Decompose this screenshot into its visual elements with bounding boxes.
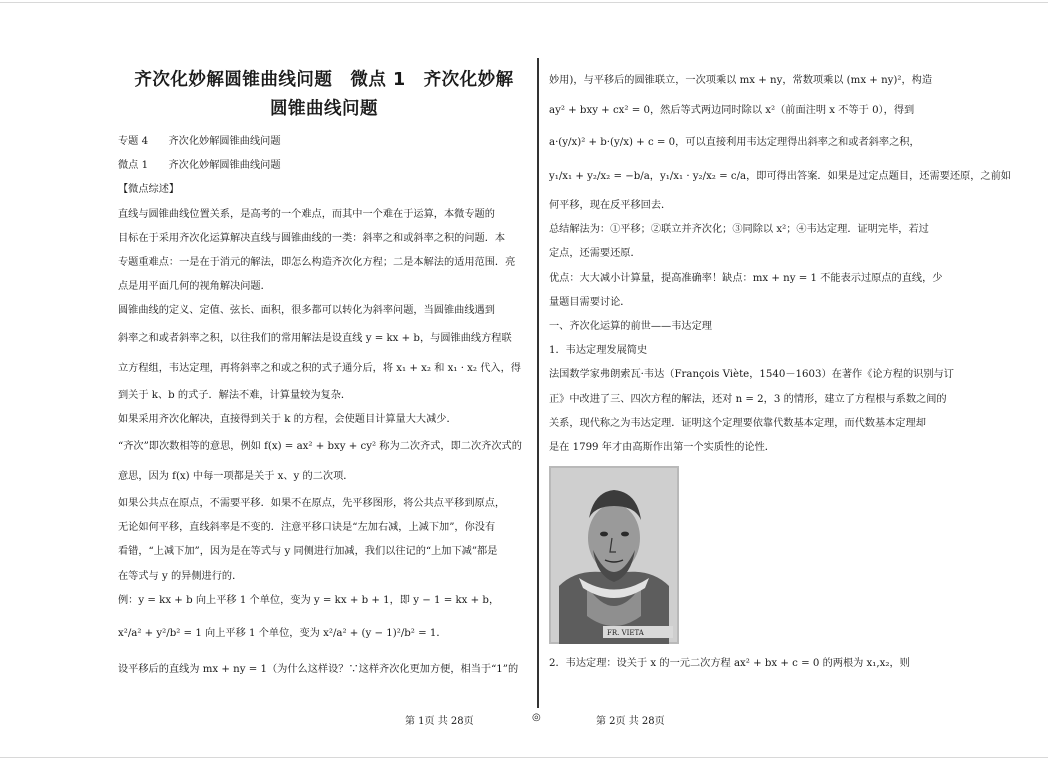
left-page: [118, 66, 530, 685]
paragraph-line: 法国数学家弗朗索瓦·韦达（François Viète，1540－1603）在著作《论方程的识别与订: [549, 369, 954, 381]
portrait-caption: FR. VIETA: [607, 629, 644, 638]
paragraph-line: 如果公共点在原点，不需要平移．如果不在原点，先平移图形，将公共点平移到原点，: [118, 498, 506, 510]
document-title: [118, 66, 530, 124]
paragraph-line: 总结解法为：①平移；②联立并齐次化；③同除以 x²；④韦达定理．证明完毕，若过: [549, 224, 929, 236]
bottom-rule: [0, 757, 1048, 758]
paragraph-line: “齐次”即次数相等的意思，例如 f(x) = ax² + bxy + cy² 称为二次齐式，即二次齐次式的: [118, 441, 522, 453]
page-number-right: 第 2页 共 28页: [596, 716, 665, 727]
title-line-1: 齐次化妙解圆锥曲线问题 微点 1 齐次化妙解: [134, 70, 514, 90]
paragraph-line: 何平移，现在反平移回去．: [549, 200, 672, 211]
paragraph-line: 关系，现代称之为韦达定理．证明这个定理要依靠代数基本定理，而代数基本定理却: [549, 417, 926, 429]
section-heading: 【微点综述】: [118, 184, 180, 196]
paragraph-line: 意思，因为 f(x) 中每一项都是关于 x、y 的二次项．: [118, 471, 354, 483]
top-rule: [0, 2, 1048, 3]
paragraph-line: ay² + bxy + cx² = 0，然后等式两边同时除以 x²（前面注明 x 不等于 0），得到: [549, 105, 915, 116]
paragraph-line: 立方程组，韦达定理，再将斜率之和或之积的式子通分后，将 x₁ + x₂ 和 x₁ · x₂ 代入，得: [118, 362, 521, 374]
paragraph-line: 点是用平面几何的视角解决问题．: [118, 281, 271, 293]
viete-portrait-image: [549, 466, 679, 644]
paragraph-line: 斜率之和或者斜率之积，以往我们的常用解法是设直线 y = kx + b，与圆锥曲线方程联: [118, 332, 512, 344]
example-line: 例：y = kx + b 向上平移 1 个单位，变为 y = kx + b + 1，即 y − 1 = kx + b，: [118, 594, 500, 606]
paragraph-line: 圆锥曲线的定义、定值、弦长、面积，很多都可以转化为斜率问题，当圆锥曲线遇到: [118, 305, 495, 317]
subsection-heading: 1．韦达定理发展简史: [549, 345, 648, 357]
paragraph-line: 在等式与 y 的异侧进行的．: [118, 570, 243, 582]
paragraph-line: 量题目需要讨论．: [549, 296, 631, 308]
paragraph-line: 专题重难点：一是在于消元的解法，即怎么构造齐次化方程；二是本解法的适用范围．亮: [118, 257, 516, 269]
formula-line: a·(y/x)² + b·(y/x) + c = 0，可以直接利用韦达定理得出斜率之和或者斜率之积，: [549, 137, 920, 148]
title-line-2: 圆锥曲线问题: [270, 99, 378, 119]
page-separator-icon: ◎: [532, 712, 541, 723]
paragraph-line: 妙用)，与平移后的圆锥联立，一次项乘以 mx + ny，常数项乘以 (mx + ny)²，构造: [549, 75, 933, 86]
paragraph-line: 设平移后的直线为 mx + ny = 1（为什么这样设？∵这样齐次化更加方便，相当于“1”的: [118, 664, 519, 676]
paragraph-line: 看错，“上减下加”，因为是在等式与 y 同侧进行加减，我们以往记的“上加下减”都是: [118, 546, 498, 558]
paragraph-line: 2．韦达定理：设关于 x 的一元二次方程 ax² + bx + c = 0 的两根为 x₁,x₂，则: [549, 658, 910, 670]
paragraph-line: 如果采用齐次化解决，直接得到关于 k 的方程，会使题目计算量大大减少．: [118, 413, 457, 425]
paragraph-line: 无论如何平移，直线斜率是不变的．注意平移口诀是“左加右减，上减下加”，你没有: [118, 522, 496, 534]
paragraph-line: 定点，还需要还原．: [549, 248, 641, 260]
paragraph-line: 目标在于采用齐次化运算解决直线与圆锥曲线的一类：斜率之和或斜率之积的问题．本: [118, 232, 506, 244]
right-page: [549, 66, 1011, 676]
formula-line: y₁/x₁ + y₂/x₂ = −b/a，y₁/x₁ · y₂/x₂ = c/a，即可得出答案．如果是过定点题目，还需要还原，之前如: [549, 171, 1011, 182]
paragraph-line: 微点 1 齐次化妙解圆锥曲线问题: [118, 160, 281, 172]
paragraph-line: 直线与圆锥曲线位置关系，是高考的一个难点，而其中一个难在于运算，本微专题的: [118, 208, 495, 220]
paragraph-line: 优点：大大减小计算量，提高准确率！缺点：mx + ny = 1 不能表示过原点的直线，少: [549, 272, 943, 284]
section-heading: 一、齐次化运算的前世——韦达定理: [549, 321, 712, 333]
paragraph-line: 专题 4 齐次化妙解圆锥曲线问题: [118, 136, 281, 147]
page-number-left: 第 1页 共 28页: [405, 716, 474, 727]
formula-line: x²/a² + y²/b² = 1 向上平移 1 个单位，变为 x²/a² + (y − 1)²/b² = 1．: [118, 628, 447, 640]
column-divider: [537, 58, 539, 708]
paragraph-line: 是在 1799 年才由高斯作出第一个实质性的论性．: [549, 442, 775, 454]
paragraph-line: 到关于 k、b 的式子．解法不难，计算量较为复杂．: [118, 389, 352, 401]
paragraph-line: 正》中改进了三、四次方程的解法，还对 n = 2，3 的情形，建立了方程根与系数之间的: [549, 393, 947, 405]
